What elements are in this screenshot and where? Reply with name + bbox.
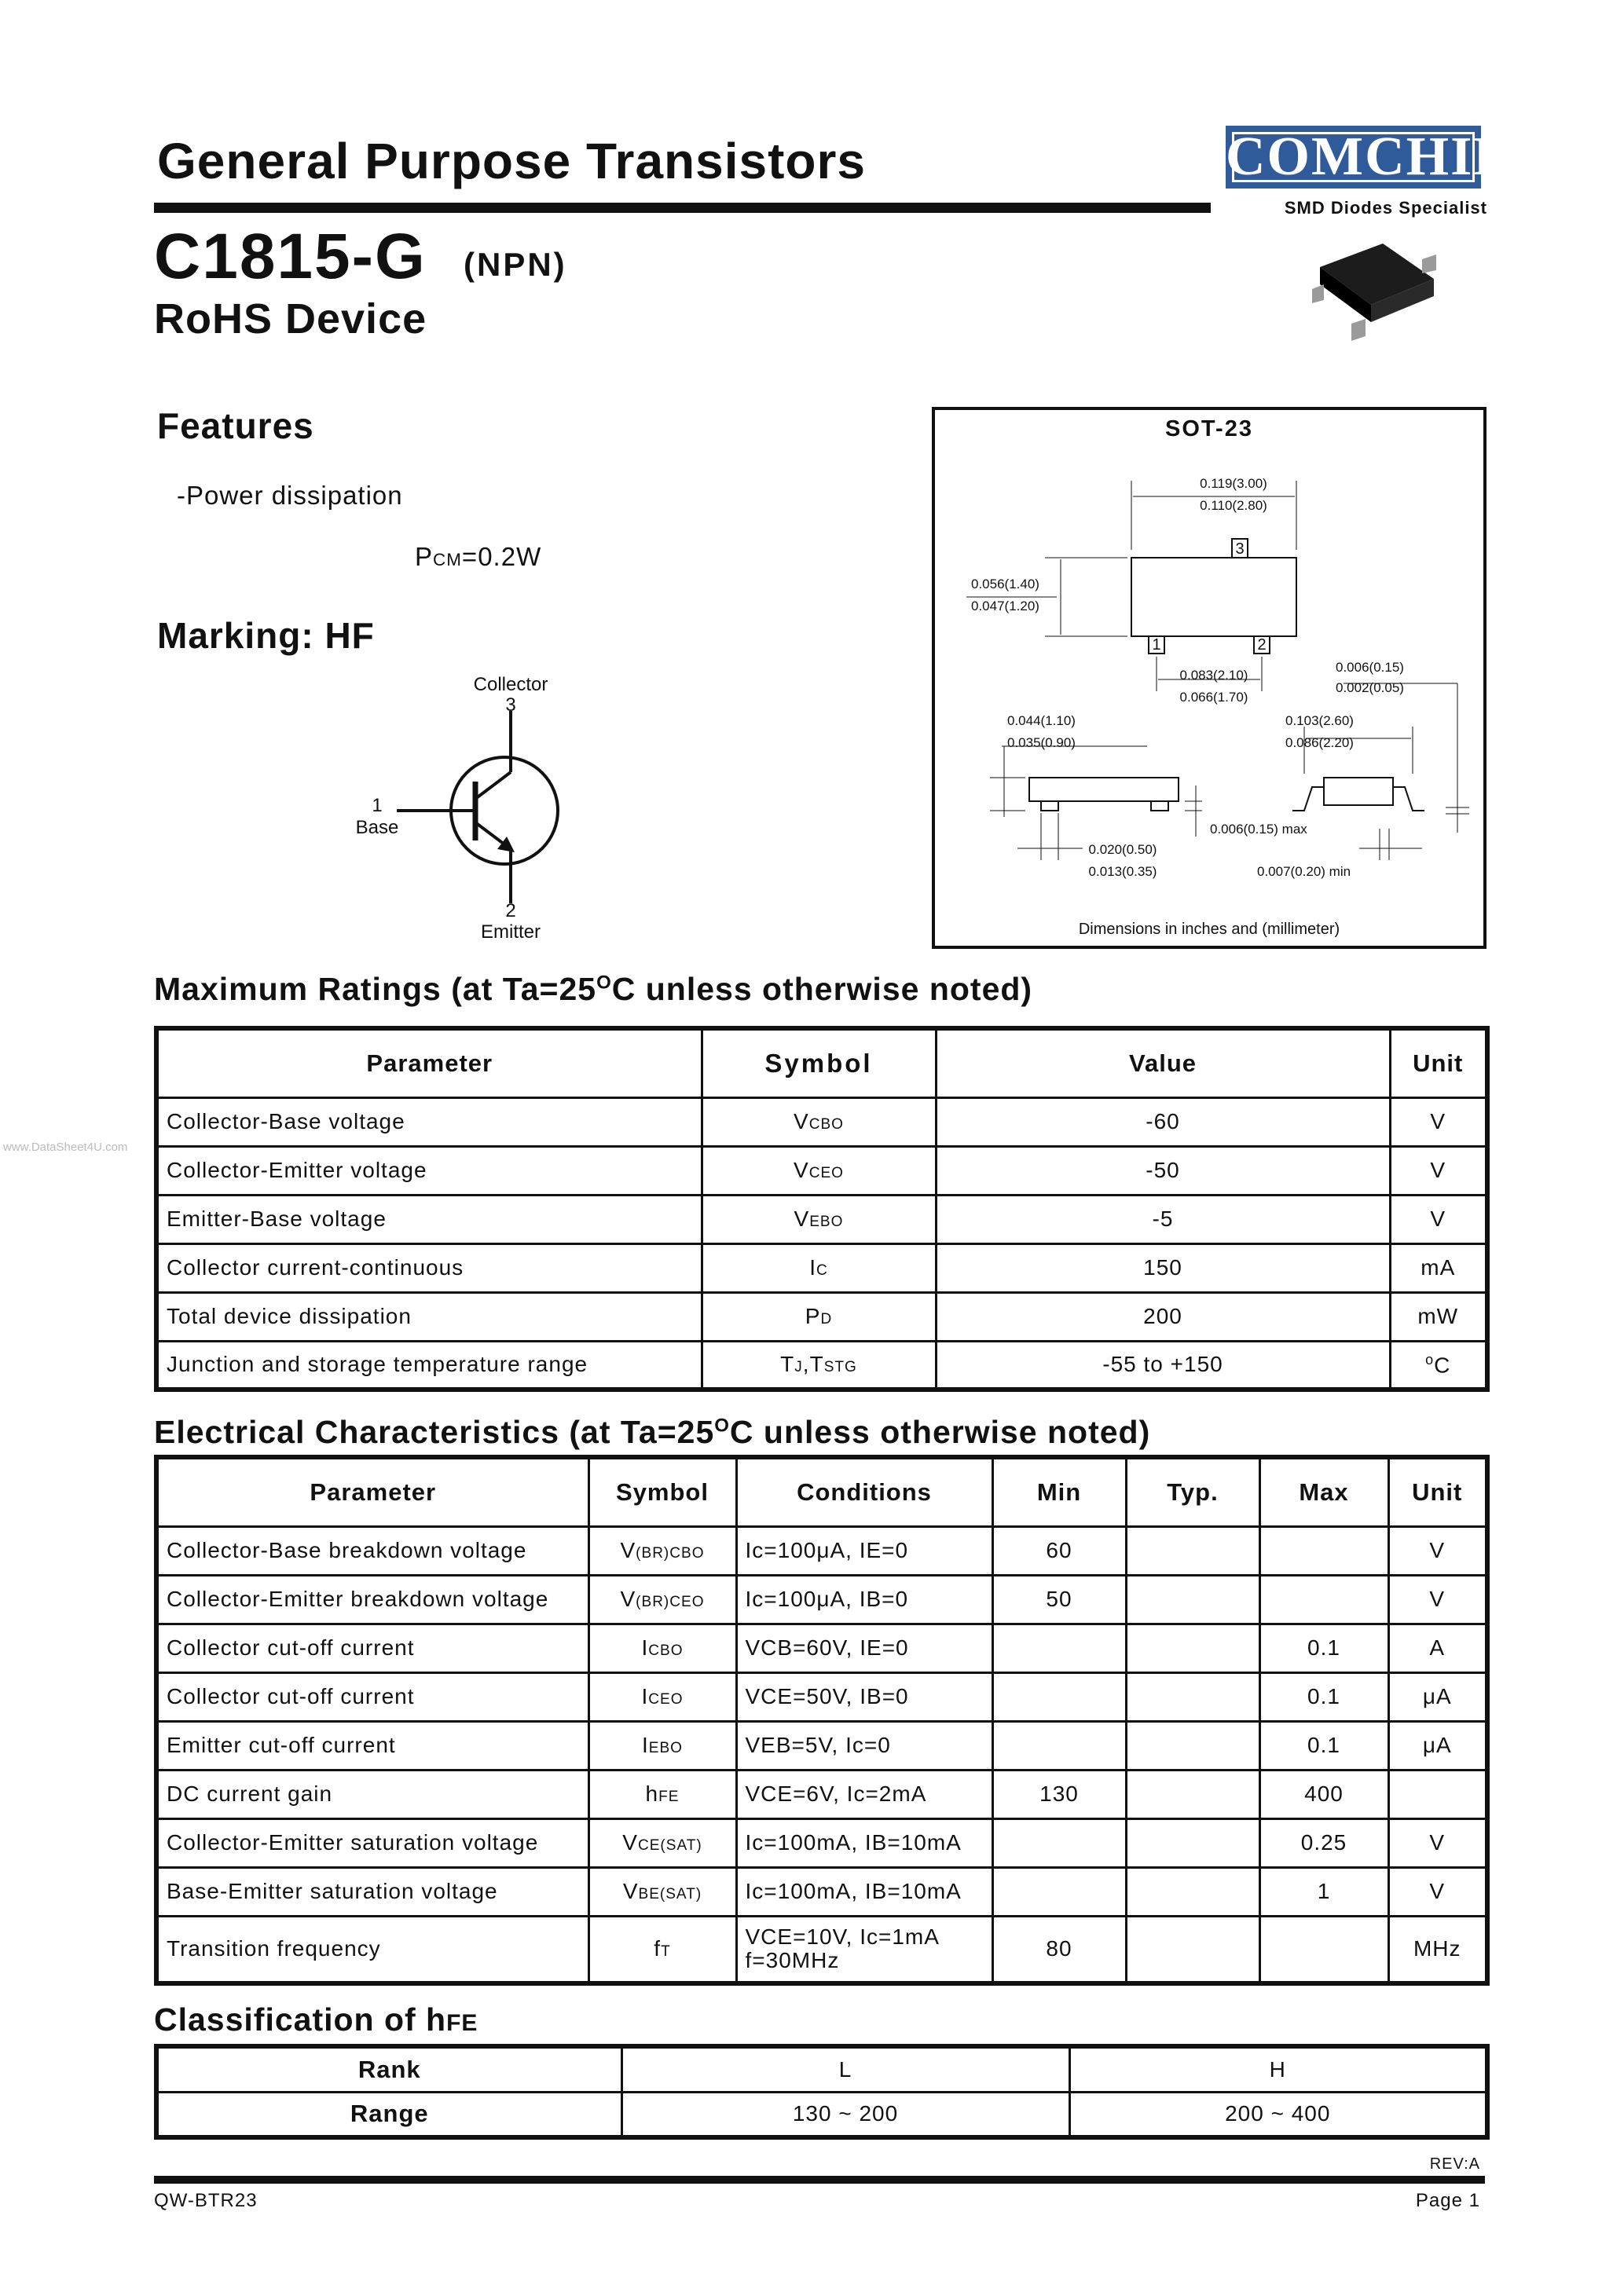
col-symbol: Symbol [702,1028,936,1097]
brand-name: COMCHIP [1226,126,1509,187]
header-rule [154,203,1211,213]
table-row: Collector-Base breakdown voltage V(BR)CBO Ic=100μA, IE=0 60 V [156,1526,1487,1575]
base-label: Base [355,817,399,838]
dim-width-min: 0.110(2.80) [1200,498,1267,513]
polarity: (NPN) [464,246,567,283]
dim-foot-min: 0.007(0.20) min [1257,864,1351,879]
col-unit: Unit [1390,1028,1487,1097]
revision: REV:A [1429,2155,1480,2173]
dim-standoff: 0.006(0.15) max [1210,822,1307,837]
table-row: Emitter-Base voltage VEBO -5 V [156,1195,1487,1243]
col-typ: Typ. [1126,1457,1259,1526]
pkg-pin-3: 3 [1235,540,1245,558]
dim-height-min: 0.047(1.20) [971,599,1039,613]
table-row: Junction and storage temperature range TJ,TSTG -55 to +150 $^o$C [156,1341,1487,1390]
table-row: Collector-Emitter voltage VCEO -50 V [156,1146,1487,1195]
dim-width-max: 0.119(3.00) [1200,476,1267,491]
classification-table [154,2044,1490,2140]
electrical-table [154,1455,1490,1986]
col-parameter: Parameter [156,1028,702,1097]
classification-heading: Classification of hFE [154,2001,478,2038]
col-symbol: Symbol [588,1457,736,1526]
table-row: DC current gain hFE VCE=6V, Ic=2mA 130 400 [156,1770,1487,1818]
package-photo [1296,236,1438,353]
feature-item: -Power dissipation [177,481,403,510]
col-value: Value [936,1028,1390,1097]
table-row: Collector current-continuous IC 150 mA [156,1243,1487,1292]
document-number: QW-BTR23 [154,2190,258,2211]
col-max: Max [1259,1457,1388,1526]
table-row: Collector cut-off current ICBO VCB=60V, IE=0 0.1 A [156,1624,1487,1672]
npn-transistor-symbol [397,711,570,907]
page-title: General Purpose Transistors [157,133,866,189]
part-number: C1815-G [154,221,427,292]
dim-lead-width-max: 0.020(0.50) [1088,842,1157,857]
table-row: Collector cut-off current ICEO VCE=50V, IB=0 0.1 μA [156,1672,1487,1721]
table-row: Emitter cut-off current IEBO VEB=5V, Ic=0 0.1 μA [156,1721,1487,1770]
table-row: Rank L H [156,2046,1487,2092]
dim-lead-width-min: 0.013(0.35) [1088,864,1157,879]
dim-lead-thk-max: 0.006(0.15) [1336,660,1404,675]
collector-label: Collector [473,674,548,695]
emitter-label: Emitter [480,921,541,943]
dim-seated-min: 0.035(0.90) [1007,735,1076,750]
brand-tagline: SMD Diodes Specialist [1284,198,1487,218]
page-number: Page 1 [1415,2190,1480,2211]
dim-overall-max: 0.103(2.60) [1285,713,1354,728]
max-ratings-table [154,1026,1490,1392]
emitter-pin: 2 [505,900,516,921]
collector-pin: 3 [505,694,516,716]
rohs-label: RoHS Device [154,295,427,342]
table-row: Total device dissipation PD 200 mW [156,1292,1487,1341]
table-row: Collector-Base voltage VCBO -60 V [156,1097,1487,1146]
table-row: Range 130 ~ 200 200 ~ 400 [156,2092,1487,2137]
electrical-heading: Electrical Characteristics (at $Ta=25^OC$ unless otherwise noted) [154,1414,1151,1450]
dim-pitch-max: 0.083(2.10) [1179,668,1248,683]
col-parameter: Parameter [156,1457,588,1526]
pcm-rating: PCM=0.2W [415,542,542,571]
dim-height-max: 0.056(1.40) [971,577,1039,591]
col-min: Min [992,1457,1126,1526]
table-row: Base-Emitter saturation voltage VBE(SAT) Ic=100mA, IB=10mA 1 V [156,1867,1487,1916]
base-pin: 1 [372,795,383,816]
max-ratings-heading: Maximum Ratings (at $Ta=25^OC$ unless otherwise noted) [154,971,1033,1007]
footer-rule [154,2176,1485,2184]
col-unit: Unit [1388,1457,1487,1526]
pkg-pin-1: 1 [1152,636,1161,654]
col-conditions: Conditions [736,1457,992,1526]
table-row: Collector-Emitter saturation voltage VCE(SAT) Ic=100mA, IB=10mA 0.25 V [156,1818,1487,1867]
table-row: Collector-Emitter breakdown voltage V(BR)CEO Ic=100μA, IB=0 50 V [156,1575,1487,1624]
marking-heading: Marking: HF [157,615,375,656]
dim-overall-min: 0.086(2.20) [1285,735,1354,750]
table-row: Transition frequency fT VCE=10V, Ic=1mA f=30MHz 80 MHz [156,1916,1487,1983]
package-note: Dimensions in inches and (millimeter) [1078,921,1340,938]
watermark: www.DataSheet4U.com [3,1141,128,1154]
dim-pitch-min: 0.066(1.70) [1179,690,1248,705]
dim-seated-max: 0.044(1.10) [1007,713,1076,728]
package-title: SOT-23 [1165,416,1253,441]
pkg-pin-2: 2 [1257,636,1267,654]
features-heading: Features [157,405,314,446]
dim-lead-thk-min: 0.002(0.05) [1336,680,1404,695]
